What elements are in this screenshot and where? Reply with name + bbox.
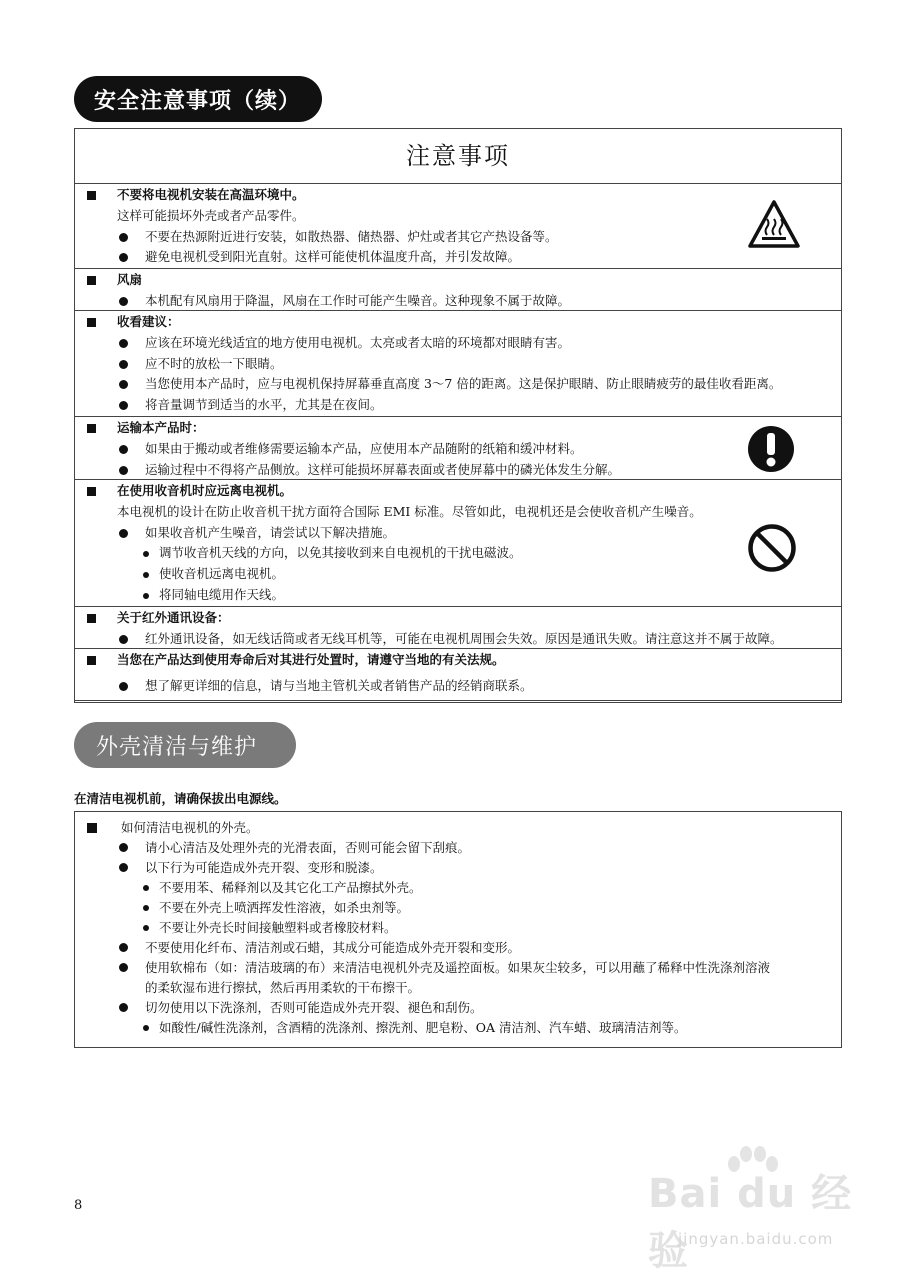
notice-section-infrared [75, 607, 841, 649]
notice-section-radio [75, 480, 841, 607]
square-bullet-icon [87, 191, 96, 200]
notice-box [74, 128, 842, 703]
bullet-item: 当您使用本产品时，应与电视机保持屏幕垂直高度 3～7 倍的距离。这是保护眼睛、防止眼睛疲劳的最佳收看距离。 [75, 374, 841, 395]
bullet-item: 不要使用化纤布、清洁剂或石蜡，其成分可能造成外壳开裂和变形。 [75, 938, 841, 958]
notice-section-transport [75, 417, 841, 480]
section-heading: 不要将电视机安装在高温环境中。 [75, 185, 841, 206]
bullet-item: 如果收音机产生噪音，请尝试以下解决措施。 [75, 523, 841, 544]
bullet-item: 应不时的放松一下眼睛。 [75, 354, 841, 375]
cleaning-heading: 如何清洁电视机的外壳。 [75, 818, 841, 838]
watermark-url: jingyan.baidu.com [678, 1230, 834, 1248]
bullet-item: 避免电视机受到阳光直射。这样可能使机体温度升高，并引发故障。 [75, 247, 841, 268]
section-text: 本电视机的设计在防止收音机干扰方面符合国际 EMI 标准。尽管如此，电视机还是会使收音机产生噪音。 [117, 503, 702, 519]
bullet-item: 红外通讯设备，如无线话筒或者无线耳机等，可能在电视机周围会失效。原因是通讯失败。请注意这并不属于故障。 [75, 629, 841, 650]
exclamation-icon [747, 425, 795, 473]
prohibition-icon [747, 523, 797, 573]
sub-bullet-item: 不要在外壳上喷洒挥发性溶液，如杀虫剂等。 [75, 898, 841, 918]
notice-section-fan [75, 269, 841, 311]
section-title-safety: 安全注意事项（续） [74, 76, 322, 122]
bullet-item: 将音量调节到适当的水平，尤其是在夜间。 [75, 395, 841, 416]
section-text: 这样可能损坏外壳或者产品零件。 [117, 207, 305, 223]
sub-bullet-item: 不要让外壳长时间接触塑料或者橡胶材料。 [75, 918, 841, 938]
sub-bullet-item: 如酸性/碱性洗涤剂，含酒精的洗涤剂、擦洗剂、肥皂粉、OA 清洁剂、汽车蜡、玻璃清洁剂等。 [75, 1018, 841, 1038]
sub-bullet-item: 将同轴电缆用作天线。 [75, 585, 841, 606]
bullet-item: 不要在热源附近进行安装，如散热器、储热器、炉灶或者其它产热设备等。 [75, 227, 841, 248]
section-title-cleaning: 外壳清洁与维护 [74, 722, 296, 768]
section-heading: 当您在产品达到使用寿命后对其进行处置时，请遵守当地的有关法规。 [75, 650, 841, 671]
sub-bullet-item: 使收音机远离电视机。 [75, 564, 841, 585]
bullet-continuation: 的柔软湿布进行擦拭，然后再用柔软的干布擦干。 [145, 980, 421, 995]
page-number: 8 [74, 1198, 83, 1213]
square-bullet-icon [87, 276, 96, 285]
square-bullet-icon [87, 656, 96, 665]
watermark-brand: Bai du 经验 [648, 1171, 853, 1274]
notice-box-title: 注意事项 [75, 129, 841, 184]
bullet-item: 如果由于搬动或者维修需要运输本产品，应使用本产品随附的纸箱和缓冲材料。 [75, 439, 841, 460]
sub-bullet-item: 调节收音机天线的方向，以免其接收到来自电视机的干扰电磁波。 [75, 543, 841, 564]
square-bullet-icon [87, 487, 96, 496]
cleaning-pre-note: 在清洁电视机前，请确保拔出电源线。 [74, 791, 287, 806]
bullet-item: 运输过程中不得将产品侧放。这样可能损坏屏幕表面或者使屏幕中的磷光体发生分解。 [75, 460, 841, 481]
baidu-watermark [636, 1142, 866, 1272]
section-heading: 关于红外通讯设备： [75, 608, 841, 629]
square-bullet-icon [87, 614, 96, 623]
section-heading: 在使用收音机时应远离电视机。 [75, 481, 841, 502]
bullet-item: 本机配有风扇用于降温，风扇在工作时可能产生噪音。这种现象不属于故障。 [75, 291, 841, 312]
notice-section-disposal [75, 649, 841, 701]
bullet-item: 切勿使用以下洗涤剂，否则可能造成外壳开裂、褪色和刮伤。 [75, 998, 841, 1018]
notice-section-viewing [75, 311, 841, 417]
bullet-item: 想了解更详细的信息，请与当地主管机关或者销售产品的经销商联系。 [75, 676, 841, 697]
hot-surface-warning-icon [747, 199, 801, 249]
sub-bullet-item: 不要用苯、稀释剂以及其它化工产品擦拭外壳。 [75, 878, 841, 898]
square-bullet-icon [87, 823, 97, 833]
bullet-item: 以下行为可能造成外壳开裂、变形和脱漆。 [75, 858, 841, 878]
section-heading: 风扇 [75, 270, 841, 291]
bullet-item: 应该在环境光线适宜的地方使用电视机。太亮或者太暗的环境都对眼睛有害。 [75, 333, 841, 354]
square-bullet-icon [87, 318, 96, 327]
section-heading: 运输本产品时： [75, 418, 841, 439]
section-heading: 收看建议： [75, 312, 841, 333]
bullet-item: 请小心清洁及处理外壳的光滑表面，否则可能会留下刮痕。 [75, 838, 841, 858]
cleaning-box [74, 811, 842, 1048]
bullet-item: 使用软棉布（如：清洁玻璃的布）来清洁电视机外壳及遥控面板。如果灰尘较多，可以用蘸了稀释中性洗涤剂溶液 [75, 958, 841, 978]
notice-section-heat [75, 184, 841, 269]
square-bullet-icon [87, 424, 96, 433]
